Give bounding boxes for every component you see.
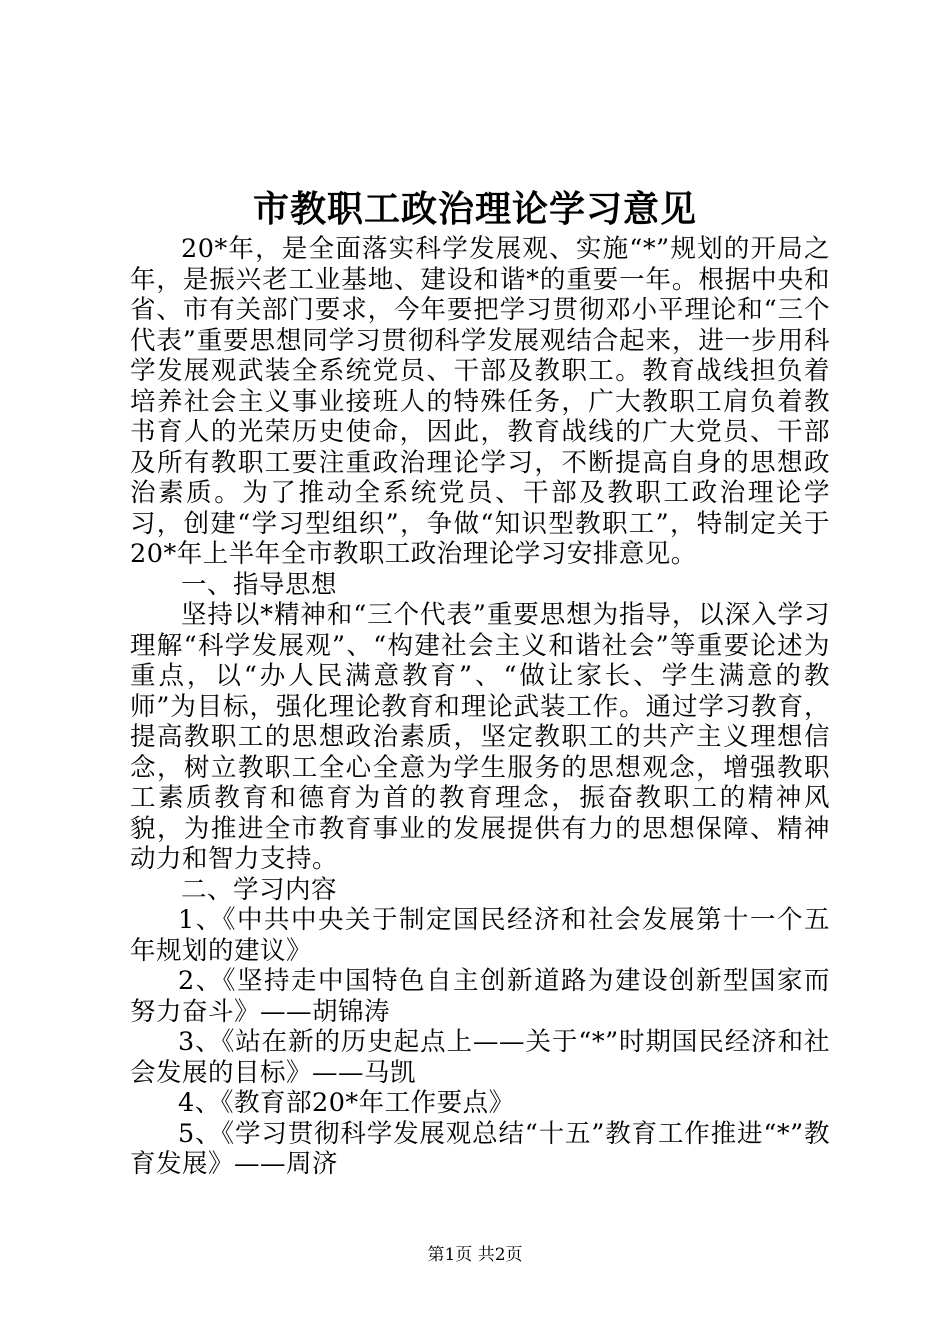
page-number-footer: 第1页 共2页 [427,1245,523,1265]
document-title: 市教职工政治理论学习意见 [252,188,697,230]
section-heading-guiding-thought: 一、指导思想 [181,569,338,600]
study-item-2: 2、《坚持走中国特色自主创新道路为建设创新型国家而努力奋斗》——胡锦涛 [130,966,830,1027]
study-item-1: 1、《中共中央关于制定国民经济和社会发展第十一个五年规划的建议》 [130,905,830,966]
study-item-5: 5、《学习贯彻科学发展观总结“十五”教育工作推进“*”教育发展》——周济 [130,1118,830,1179]
document-body [130,234,830,1180]
intro-paragraph: 20*年，是全面落实科学发展观、实施“*”规划的开局之年，是振兴老工业基地、建设和谐*的重要一年。根据中央和省、市有关部门要求，今年要把学习贯彻邓小平理论和“三个代表”重要思想同学习贯彻科学发展观结合起来，进一步用科学发展观武装全系统党员、干部及教职工。教育战线担负着培养社会主义事业接班人的特殊任务，广大教职工肩负着教书育人的光荣历史使命，因此，教育战线的广大党员、干部及所有教职工要注重政治理论学习，不断提高自身的思想政治素质。为了推动全系统党员、干部及教职工政治理论学习，创建“学习型组织”，争做“知识型教职工”，特制定关于20*年上半年全市教职工政治理论学习安排意见。 [130,234,830,569]
section-heading-study-content: 二、学习内容 [181,874,338,905]
guiding-thought-paragraph: 坚持以*精神和“三个代表”重要思想为指导，以深入学习理解“科学发展观”、“构建社会主义和谐社会”等重要论述为重点，以“办人民满意教育”、“做让家长、学生满意的教师”为目标，强化理论教育和理论武装工作。通过学习教育，提高教职工的思想政治素质，坚定教职工的共产主义理想信念，树立教职工全心全意为学生服务的思想观念，增强教职工素质教育和德育为首的教育理念，振奋教职工的精神风貌，为推进全市教育事业的发展提供有力的思想保障、精神动力和智力支持。 [130,600,830,874]
study-item-3: 3、《站在新的历史起点上——关于“*”时期国民经济和社会发展的目标》——马凯 [130,1027,830,1088]
study-item-4: 4、《教育部20*年工作要点》 [178,1088,515,1118]
